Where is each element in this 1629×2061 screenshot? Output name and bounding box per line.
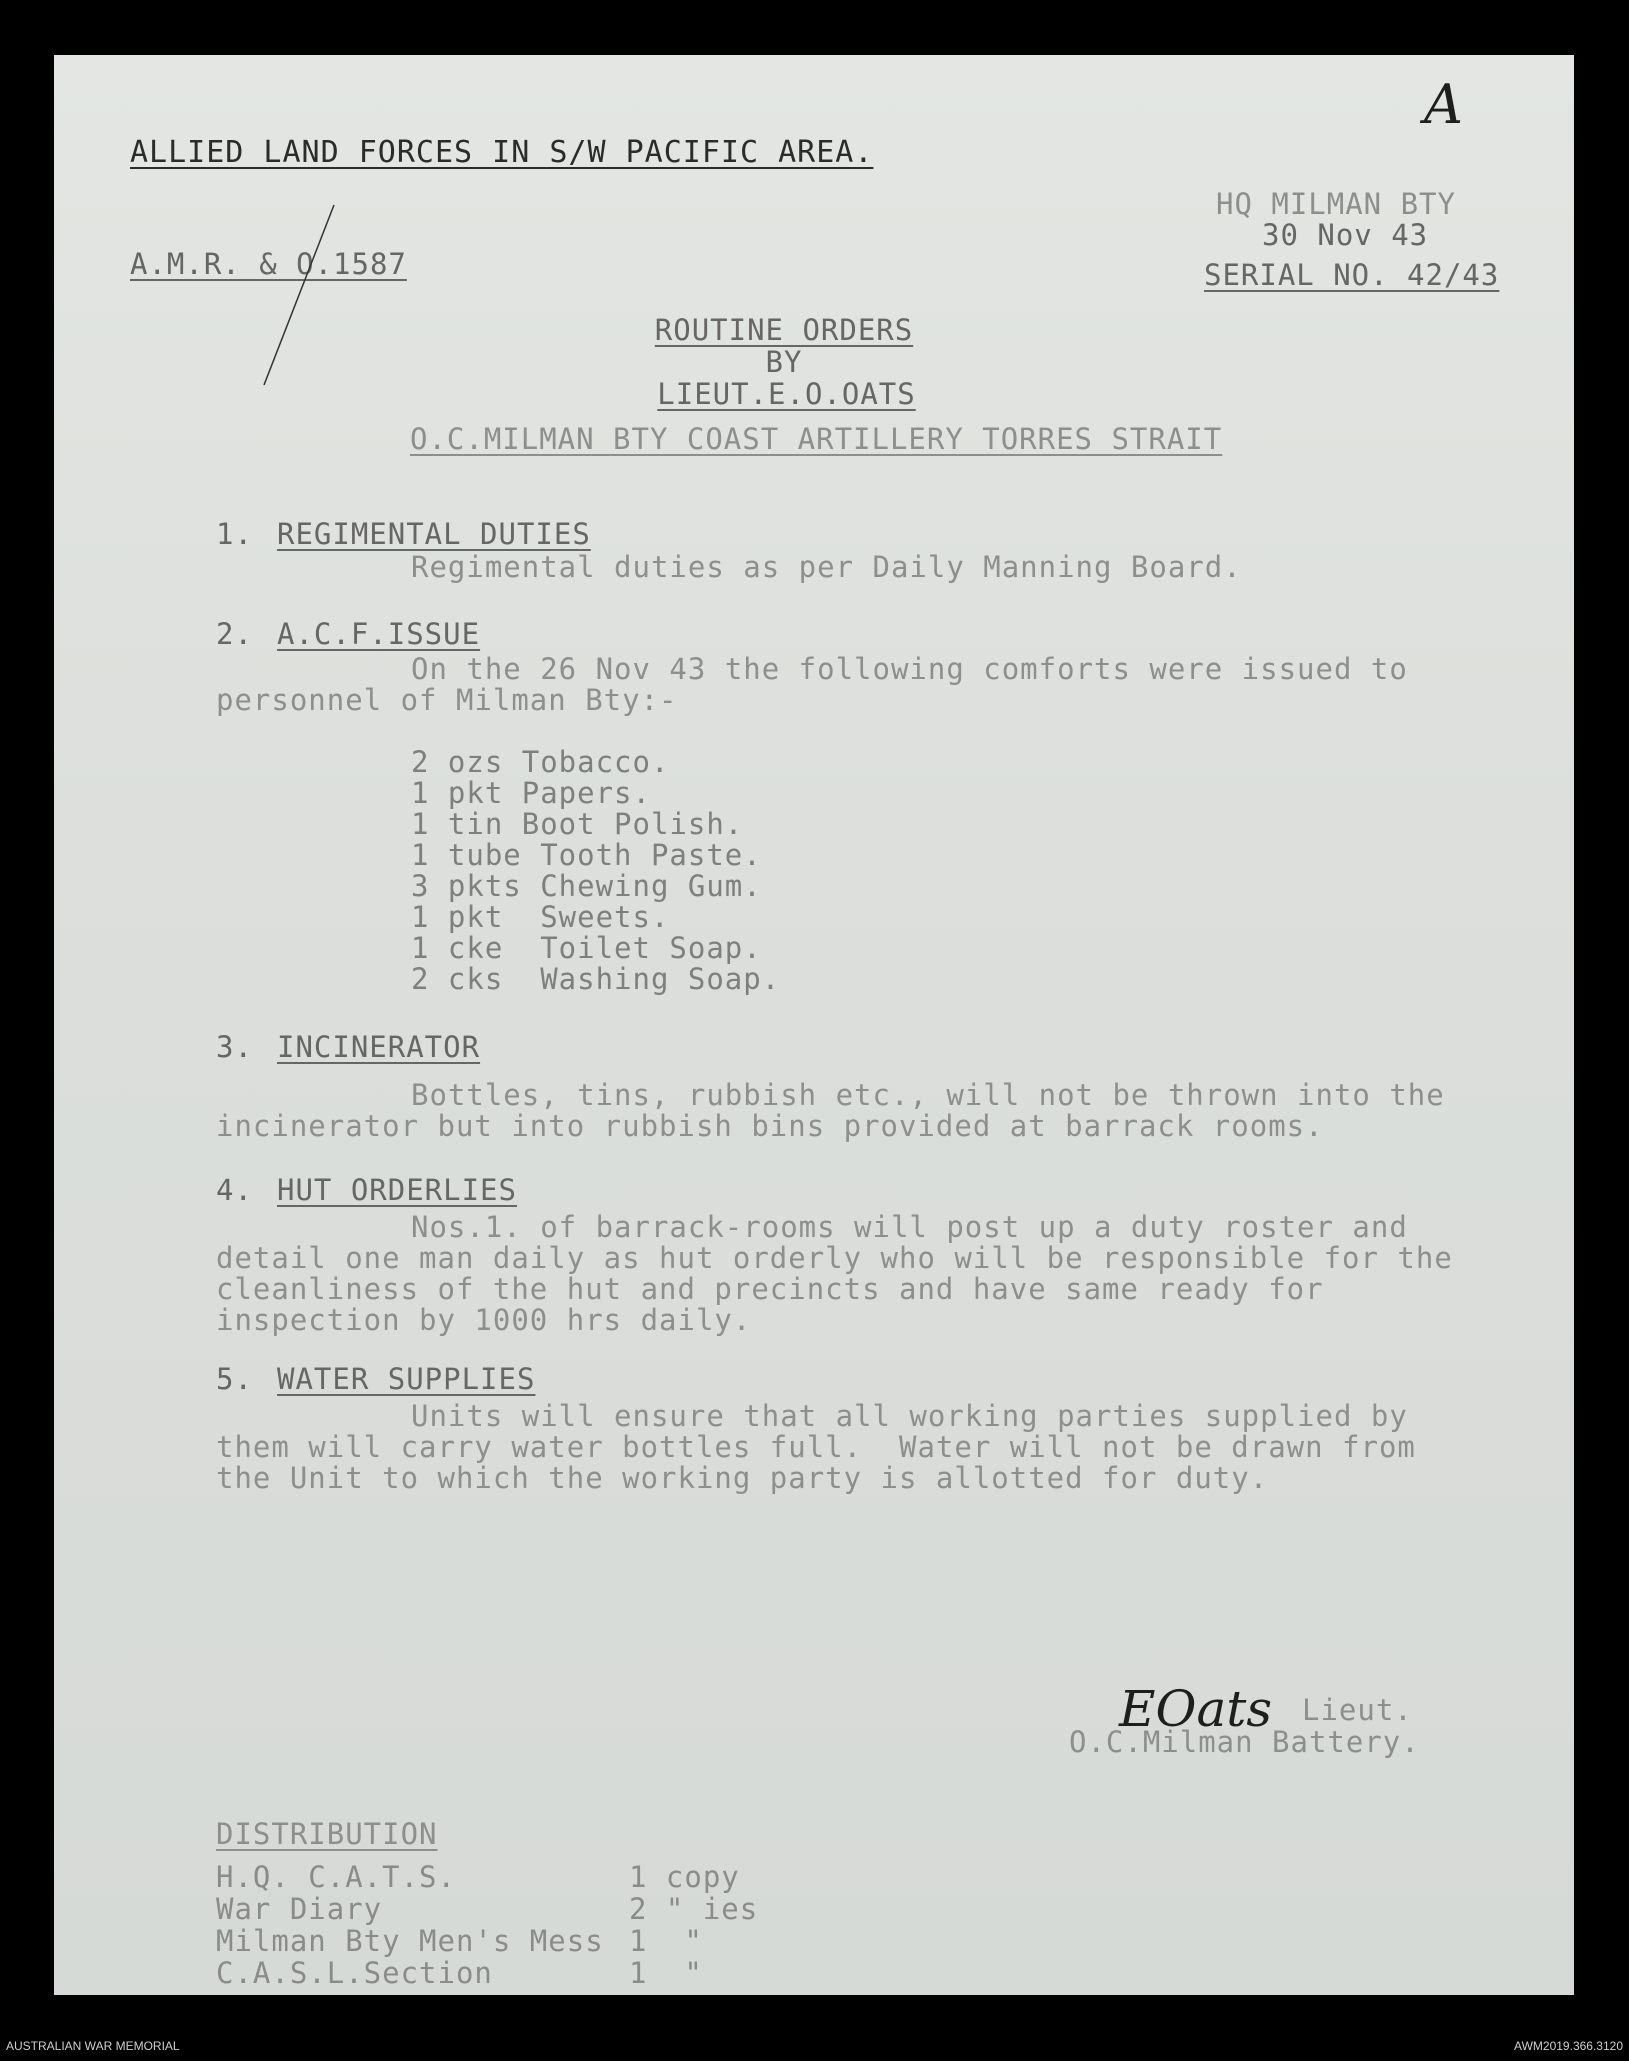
distribution-qty: 1 " [629,1924,703,1958]
section-5-body-line: the Unit to which the working party is allotted for duty. [216,1461,1269,1495]
header-title: ALLIED LAND FORCES IN S/W PACIFIC AREA. [130,135,874,170]
distribution-qty: 1 copy [629,1860,740,1894]
serial-number: SERIAL NO. 42/43 [1204,258,1500,292]
document-page [54,55,1574,1995]
footer-catalog-number: AWM2019.366.3120 [1514,2039,1623,2053]
section-4-body-line: Nos.1. of barrack-rooms will post up a duty roster and [411,1210,1408,1244]
section-1-body: Regimental duties as per Daily Manning Board. [411,550,1242,584]
distribution-name: C.A.S.L.Section [216,1956,493,1990]
signature: EOats [1119,1680,1273,1738]
section-3-number: 3. [216,1030,253,1064]
header-date: 30 Nov 43 [1262,218,1429,252]
heading-line-4: O.C.MILMAN BTY COAST ARTILLERY TORRES STRAIT [410,422,1223,456]
section-4-body-line: detail one man daily as hut orderly who will be responsible for the [216,1241,1453,1275]
signature-rank: Lieut. [1302,1693,1413,1727]
issued-item: 1 pkt Sweets. [411,900,670,934]
header-location: HQ MILMAN BTY [1216,187,1456,221]
distribution-name: Milman Bty Men's Mess [216,1924,604,1958]
section-3-title: INCINERATOR [277,1030,481,1064]
distribution-qty: 1 " [629,1956,703,1990]
reference-number: A.M.R. & O.1587 [130,247,407,281]
issued-item: 2 cks Washing Soap. [411,962,781,996]
section-2-body-line: On the 26 Nov 43 the following comforts were issued to [411,652,1408,686]
issued-item: 1 tin Boot Polish. [411,807,744,841]
section-5-title: WATER SUPPLIES [277,1362,536,1396]
footer-credit: AUSTRALIAN WAR MEMORIAL [6,2039,180,2053]
section-2-body-line: personnel of Milman Bty:- [216,683,678,717]
section-3-body-line: Bottles, tins, rubbish etc., will not be thrown into the [411,1078,1445,1112]
distribution-name: H.Q. C.A.T.S. [216,1860,456,1894]
section-4-body-line: inspection by 1000 hrs daily. [216,1303,752,1337]
section-5-number: 5. [216,1362,253,1396]
section-3-body-line: incinerator but into rubbish bins provided at barrack rooms. [216,1109,1324,1143]
section-2-number: 2. [216,617,253,651]
section-4-number: 4. [216,1173,253,1207]
distribution-name: War Diary [216,1892,383,1926]
issued-item: 2 ozs Tobacco. [411,745,670,779]
issued-item: 1 pkt Papers. [411,776,651,810]
heading-line-2: BY [765,345,803,379]
issued-item: 1 cke Toilet Soap. [411,931,762,965]
signature-role: O.C.Milman Battery. [1069,1725,1420,1759]
section-2-title: A.C.F.ISSUE [277,617,481,651]
section-4-body-line: cleanliness of the hut and precincts and have same ready for [216,1272,1324,1306]
issued-item: 1 tube Tooth Paste. [411,838,762,872]
distribution-qty: 2 " ies [629,1892,759,1926]
section-5-body-line: them will carry water bottles full. Water will not be drawn from [216,1430,1416,1464]
handwritten-mark: A [1424,73,1463,136]
issued-item: 3 pkts Chewing Gum. [411,869,762,903]
distribution-heading: DISTRIBUTION [216,1817,438,1851]
heading-line-3: LIEUT.E.O.OATS [657,377,916,411]
section-1-title: REGIMENTAL DUTIES [277,517,591,551]
section-1-number: 1. [216,517,253,551]
pen-stroke [254,195,374,395]
section-5-body-line: Units will ensure that all working parties supplied by [411,1399,1408,1433]
heading-line-1: ROUTINE ORDERS [654,313,914,347]
section-4-title: HUT ORDERLIES [277,1173,517,1207]
